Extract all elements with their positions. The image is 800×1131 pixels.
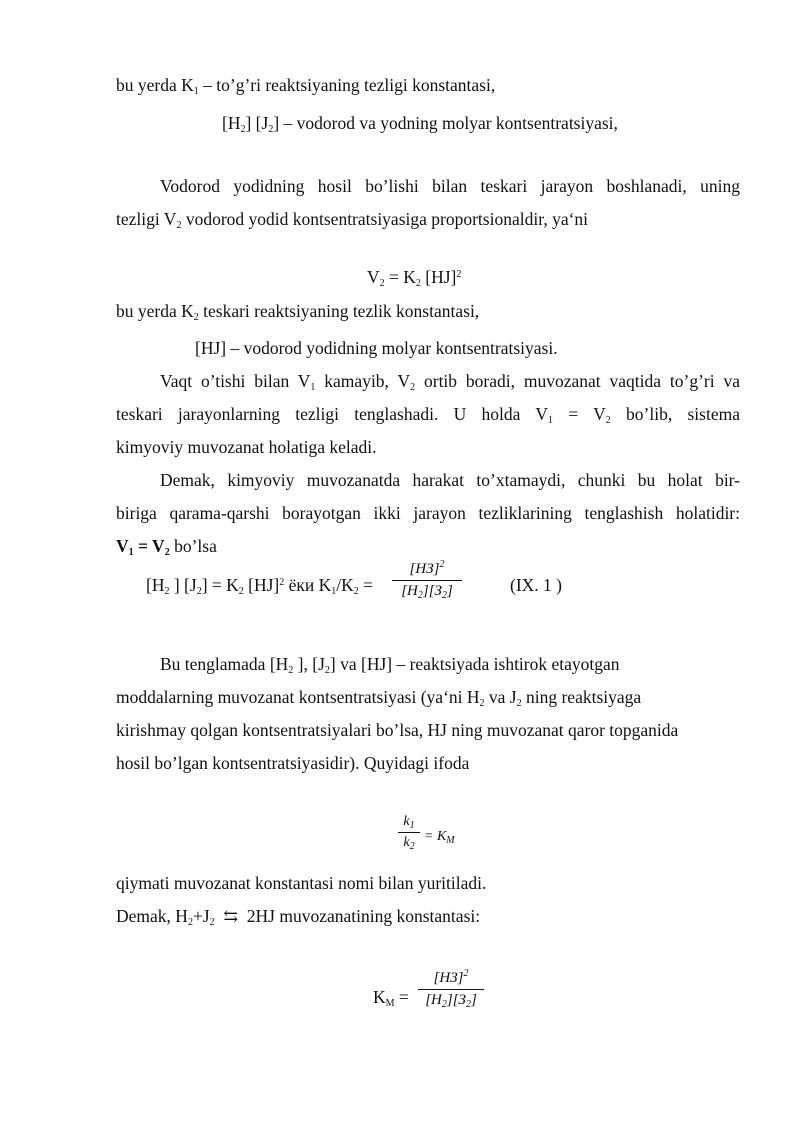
equation xyxy=(373,986,409,1008)
text: ] [J xyxy=(245,113,269,133)
text: V xyxy=(116,536,129,556)
text: ] va [HJ] – reaktsiyada ishtirok etayotgan xyxy=(329,654,620,674)
subscript: 2 xyxy=(164,586,170,597)
text-line xyxy=(116,74,495,96)
subscript: 2 xyxy=(238,586,244,597)
subscript: 2 xyxy=(479,698,485,709)
subscript: 2 xyxy=(409,841,415,852)
subscript: 1 xyxy=(409,820,415,831)
text-line xyxy=(222,112,618,134)
text: ortib boradi, muvozanat vaqtida to’g’ri va xyxy=(415,371,740,391)
subscript: 2 xyxy=(240,124,246,135)
equation xyxy=(424,826,455,848)
text: +J xyxy=(192,906,210,926)
equation xyxy=(367,266,461,288)
text: V xyxy=(367,267,380,287)
subscript: 2 xyxy=(441,999,447,1010)
subscript: 2 xyxy=(209,917,215,928)
text: k xyxy=(403,814,410,829)
text-line xyxy=(116,535,217,557)
text: [H xyxy=(222,113,241,133)
numerator xyxy=(418,970,484,987)
text: [H xyxy=(146,575,165,595)
text: moddalarning muvozanat kontsentratsiyasi (ya‘ni H xyxy=(116,687,480,707)
superscript: 2 xyxy=(279,577,285,588)
denominator xyxy=(392,583,462,600)
subscript: 2 xyxy=(441,590,447,601)
text: Vaqt o’tishi bilan V xyxy=(160,371,311,391)
text: /K xyxy=(336,575,354,595)
text: va J xyxy=(484,687,517,707)
subscript: 1 xyxy=(310,382,316,393)
text: ] xyxy=(470,992,477,1008)
text-line xyxy=(116,905,480,927)
text: [HЗ] xyxy=(409,561,440,577)
fraction xyxy=(392,561,462,600)
text-line xyxy=(116,872,486,894)
subscript: 2 xyxy=(324,665,330,676)
fraction-bar xyxy=(398,832,420,833)
subscript: 1 xyxy=(548,415,554,426)
subscript: 1 xyxy=(128,547,134,558)
text: ][З xyxy=(446,992,466,1008)
text: = xyxy=(358,575,374,595)
text: [HЗ] xyxy=(433,970,464,986)
subscript: M xyxy=(446,835,455,846)
numerator xyxy=(398,814,420,830)
subscript: 2 xyxy=(268,124,274,135)
equation xyxy=(146,574,373,596)
text: ] – vodorod va yodning molyar kontsentratsiyasi, xyxy=(273,113,618,133)
text: [H xyxy=(401,583,418,599)
text: [HJ] – vodorod yodidning molyar kontsentratsiyasi. xyxy=(195,338,558,358)
text-line xyxy=(116,436,377,458)
superscript: 2 xyxy=(463,968,469,979)
text: 2HJ muvozanatining konstantasi: xyxy=(246,906,481,926)
text-line xyxy=(116,752,469,774)
text: ][З xyxy=(422,583,442,599)
subscript: 2 xyxy=(353,586,359,597)
text: teskari jarayonlarning tezligi tenglashadi. U holda V xyxy=(116,404,549,424)
subscript: 2 xyxy=(164,547,170,558)
text-line xyxy=(195,337,558,359)
text: ] = K xyxy=(201,575,239,595)
text: ёки K xyxy=(284,575,332,595)
text: = V xyxy=(133,536,165,556)
subscript: 2 xyxy=(415,278,421,289)
text: [H xyxy=(425,992,442,1008)
text: K xyxy=(373,987,386,1007)
text: bu yerda K xyxy=(116,75,194,95)
fraction xyxy=(418,970,484,1009)
superscript: 2 xyxy=(456,269,462,280)
text: kimyoviy muvozanat holatiga keladi. xyxy=(116,437,377,457)
subscript: 2 xyxy=(196,586,202,597)
fraction-bar xyxy=(418,989,484,990)
text: Demak, kimyoviy muvozanatda harakat to’xtamaydi, chunki bu holat bir- xyxy=(160,470,740,490)
subscript: 2 xyxy=(410,382,416,393)
paragraph-line xyxy=(160,175,740,197)
subscript: M xyxy=(385,998,395,1009)
text-line xyxy=(160,653,620,675)
text: [HJ] xyxy=(420,267,457,287)
denominator xyxy=(418,992,484,1009)
superscript: 2 xyxy=(439,559,445,570)
text: tezligi V xyxy=(116,209,177,229)
text: – to’g’ri reaktsiyaning tezligi konstantasi, xyxy=(198,75,496,95)
text: qiymati muvozanat konstantasi nomi bilan yuritiladi. xyxy=(116,873,487,893)
text: vodorod yodid kontsentratsiyasiga proportsionaldir, ya‘ni xyxy=(181,209,589,229)
text-line xyxy=(116,719,678,741)
equilibrium-arrow-icon: ⇆ xyxy=(223,906,239,926)
text: teskari reaktsiyaning tezlik konstantasi, xyxy=(198,301,480,321)
equation-label xyxy=(510,574,562,596)
paragraph-line xyxy=(160,469,740,491)
subscript: 2 xyxy=(176,220,182,231)
text: (IX. 1 ) xyxy=(510,575,562,595)
text: bo’lsa xyxy=(169,536,217,556)
subscript: 2 xyxy=(516,698,522,709)
text: Demak, H xyxy=(116,906,188,926)
text: [HJ] xyxy=(243,575,280,595)
text: ] [J xyxy=(169,575,197,595)
text: kamayib, V xyxy=(315,371,411,391)
text-line xyxy=(116,686,641,708)
text: Vodorod yodidning hosil bo’lishi bilan teskari jarayon boshlanadi, uning xyxy=(160,176,740,196)
text: biriga qarama-qarshi borayotgan ikki jarayon tezliklarining tenglashish holatidir: xyxy=(116,503,740,523)
subscript: 1 xyxy=(331,586,337,597)
text: = K xyxy=(424,829,447,844)
paragraph-line xyxy=(116,403,740,425)
subscript: 2 xyxy=(288,665,294,676)
denominator xyxy=(398,835,420,851)
text: = V xyxy=(553,404,606,424)
subscript: 2 xyxy=(187,917,193,928)
subscript: 2 xyxy=(465,999,471,1010)
paragraph-line xyxy=(160,370,740,392)
text: k xyxy=(403,835,410,850)
subscript: 1 xyxy=(193,86,199,97)
text: bo’lib, sistema xyxy=(610,404,740,424)
text-line xyxy=(116,208,588,230)
text: ] xyxy=(446,583,453,599)
text: ], [J xyxy=(293,654,325,674)
text: = K xyxy=(384,267,416,287)
text: = xyxy=(394,987,409,1007)
subscript: 2 xyxy=(605,415,611,426)
subscript: 2 xyxy=(417,590,423,601)
subscript: 2 xyxy=(379,278,385,289)
text: Bu tenglamada [H xyxy=(160,654,289,674)
fraction-bar xyxy=(392,580,462,581)
text: hosil bo’lgan kontsentratsiyasidir). Quyidagi ifoda xyxy=(116,753,470,773)
text: kirishmay qolgan kontsentratsiyalari bo’lsa, HJ ning muvozanat qaror topganida xyxy=(116,720,679,740)
subscript: 2 xyxy=(193,312,199,323)
numerator xyxy=(392,561,462,578)
fraction xyxy=(398,814,420,851)
text-line xyxy=(116,300,479,322)
text: ning reaktsiyaga xyxy=(521,687,642,707)
text: bu yerda K xyxy=(116,301,194,321)
paragraph-line xyxy=(116,502,740,524)
